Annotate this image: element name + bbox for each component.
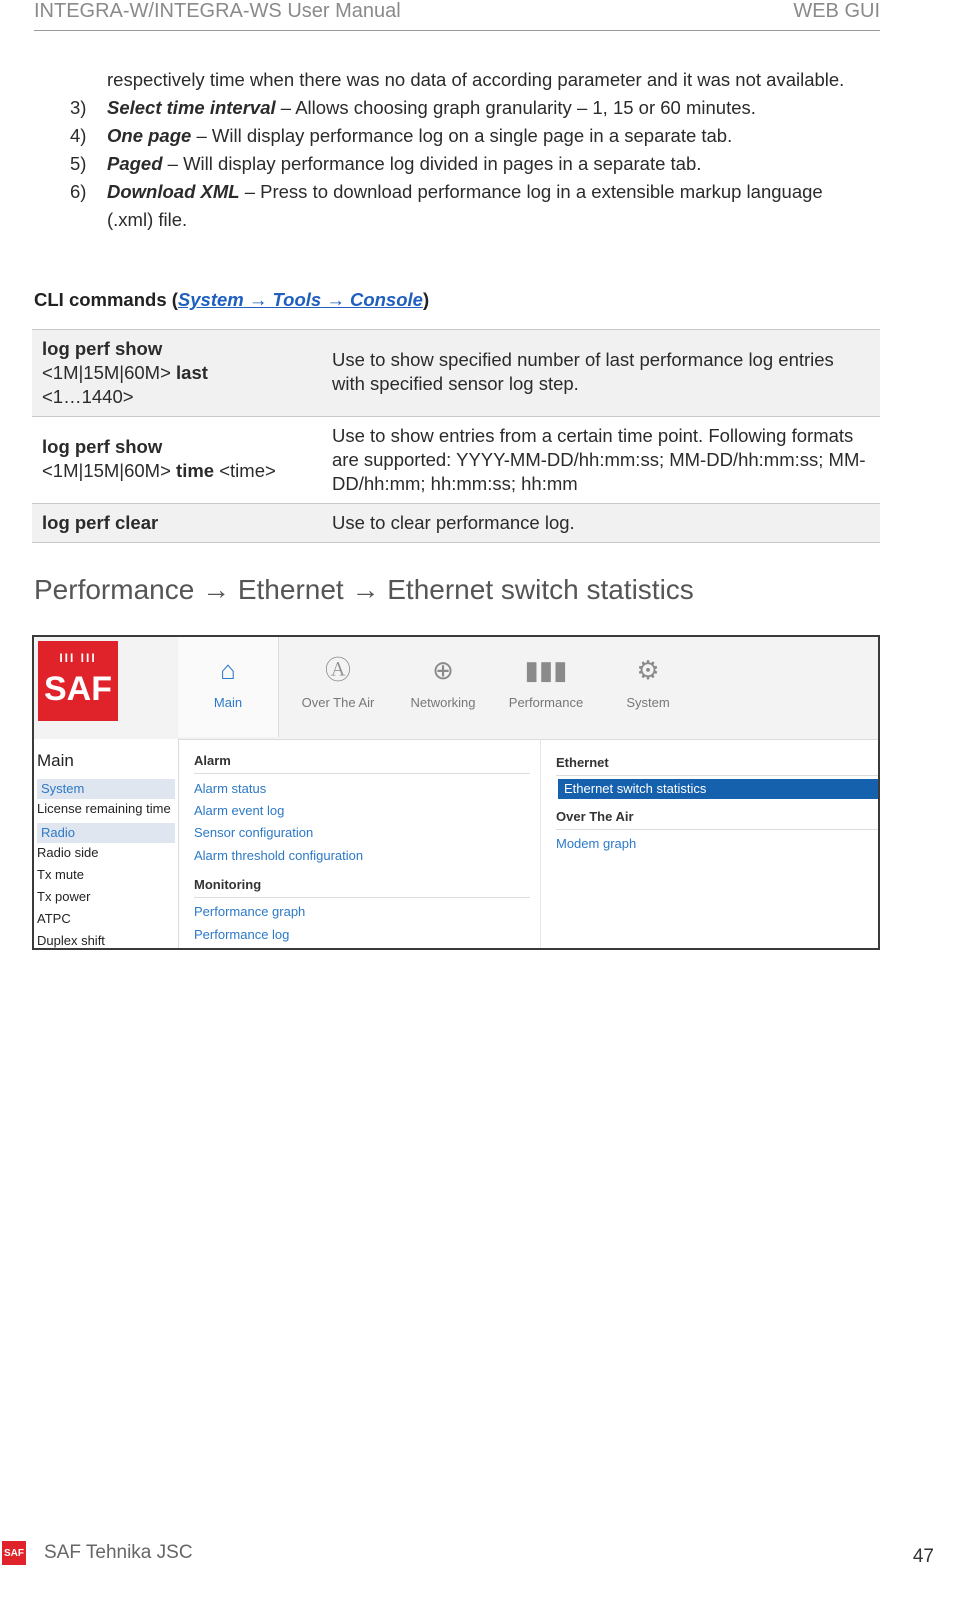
sidebar-item-duplex-shift: Duplex shift [37, 933, 105, 948]
command-cell [32, 504, 312, 543]
sidebar-item-radio-side: Radio side [37, 845, 99, 860]
cli-heading [34, 289, 429, 311]
tab-networking[interactable] [393, 637, 493, 737]
web-gui-screenshot [32, 635, 880, 950]
link-system[interactable]: System [177, 289, 244, 310]
list-item [34, 94, 854, 122]
footer-company: SAF Tehnika JSC [44, 1542, 193, 1563]
logo-bars-icon: III III [59, 651, 97, 665]
menu-column-alarm [180, 739, 541, 948]
home-icon: ⌂ [220, 655, 236, 685]
sidebar-item-tx-mute: Tx mute [37, 867, 84, 882]
globe-icon: ⊕ [432, 655, 454, 685]
top-navigation [178, 637, 878, 740]
command-cell [32, 417, 312, 504]
command-arg: <1M|15M|60M> [42, 460, 177, 481]
cli-prefix: CLI commands ( [34, 289, 178, 310]
list-continuation-text: respectively time when there was no data of according parameter and it was not available. [107, 69, 845, 90]
cli-command-table [32, 329, 880, 543]
list-number: 5) [70, 153, 87, 174]
sidebar-item-license: License remaining time [37, 801, 171, 816]
table-row [32, 330, 880, 417]
command-keyword: last [176, 362, 208, 383]
cli-suffix: ) [422, 289, 430, 310]
link-sensor-configuration[interactable]: Sensor configuration [194, 825, 314, 840]
link-alarm-threshold-configuration[interactable]: Alarm threshold configuration [194, 848, 364, 863]
list-continuation [34, 66, 854, 94]
table-row [32, 504, 880, 543]
logo-area [34, 637, 178, 739]
tab-over-the-air[interactable] [288, 637, 388, 737]
command-arg: <1M|15M|60M> [42, 362, 177, 383]
main-sidebar [34, 739, 179, 948]
menu-heading-ethernet: Ethernet [556, 755, 609, 770]
description-cell: Use to clear performance log. [312, 504, 880, 543]
description-cell: Use to show specified number of last performance log entries with specified sensor log step. [312, 330, 880, 417]
tab-main[interactable] [178, 637, 279, 737]
command-arg: <1…1440> [42, 386, 134, 407]
menu-heading-monitoring: Monitoring [194, 877, 262, 892]
tab-label: Performance [508, 695, 584, 710]
bar-chart-icon: ▮▮▮ [524, 655, 568, 685]
footer-logo: SAF [2, 1541, 26, 1565]
link-console[interactable]: Console [349, 289, 423, 310]
command-name: log perf clear [42, 512, 159, 533]
list-text: – Will display performance log on a single page in a separate tab. [191, 125, 733, 146]
page-header [34, 0, 880, 31]
page-number: 47 [912, 1546, 934, 1567]
tab-label: System [626, 695, 670, 710]
logo-text: SAF [44, 670, 112, 708]
list-number: 6) [70, 181, 87, 202]
tab-label: Networking [410, 695, 476, 710]
menu-heading-over-the-air: Over The Air [556, 809, 634, 824]
list-term: Paged [107, 153, 163, 174]
table-row [32, 417, 880, 504]
link-tools[interactable]: Tools [272, 289, 322, 310]
sidebar-item-tx-power: Tx power [37, 889, 91, 904]
command-name: log perf show [42, 338, 163, 359]
antenna-icon: Ⓐ [324, 655, 351, 685]
list-term: Download XML [107, 181, 240, 202]
link-alarm-event-log[interactable]: Alarm event log [194, 803, 285, 818]
sidebar-group-system: System [37, 779, 175, 799]
gear-icon: ⚙ [636, 655, 660, 685]
link-performance-graph[interactable]: Performance graph [194, 904, 306, 919]
command-cell [32, 330, 312, 417]
menu-heading-alarm: Alarm [194, 753, 231, 768]
list-text: – Allows choosing graph granularity – 1, 15 or 60 minutes. [275, 97, 756, 118]
link-ethernet-switch-statistics-selected[interactable]: Ethernet switch statistics [558, 779, 878, 799]
tab-system[interactable] [598, 637, 698, 737]
header-title: INTEGRA-W/INTEGRA-WS User Manual [34, 0, 401, 22]
list-item [34, 122, 854, 150]
list-term: Select time interval [107, 97, 276, 118]
tab-performance[interactable] [496, 637, 596, 737]
list-number: 4) [70, 125, 87, 146]
menu-column-ethernet [542, 739, 878, 948]
sidebar-title: Main [37, 751, 74, 770]
divider [194, 897, 530, 898]
divider [194, 773, 530, 774]
list-term: One page [107, 125, 192, 146]
divider [556, 775, 878, 776]
command-arg: <time> [214, 460, 276, 481]
command-keyword: time [176, 460, 215, 481]
list-item [34, 150, 854, 178]
link-performance-log[interactable]: Performance log [194, 927, 290, 942]
link-alarm-status[interactable]: Alarm status [194, 781, 267, 796]
header-section: WEB GUI [793, 0, 880, 22]
arrow-icon: → [321, 289, 350, 310]
tab-label: Main [213, 695, 243, 710]
list-text: – Will display performance log divided in pages in a separate tab. [162, 153, 702, 174]
arrow-icon: → [243, 289, 273, 310]
section-title: Performance → Ethernet → Ethernet switch statistics [34, 574, 694, 605]
divider [556, 829, 878, 830]
link-modem-graph[interactable]: Modem graph [556, 836, 637, 851]
description-cell: Use to show entries from a certain time point. Following formats are supported: YYYY-MM-DD/hh:mm:ss; MM-DD/hh:mm:ss; MM-DD/hh:mm; hh:mm:ss; hh:mm [312, 417, 880, 504]
page-footer [0, 1538, 956, 1568]
list-text: – Press to download performance log in a extensible markup language (.xml) file. [107, 181, 823, 230]
list-number: 3) [70, 97, 87, 118]
saf-logo [38, 641, 118, 721]
sidebar-item-atpc: ATPC [37, 911, 71, 926]
list-item [34, 178, 854, 234]
command-name: log perf show [42, 436, 163, 457]
sidebar-group-radio: Radio [37, 823, 175, 843]
numbered-list [34, 66, 854, 234]
tab-label: Over The Air [301, 695, 375, 710]
